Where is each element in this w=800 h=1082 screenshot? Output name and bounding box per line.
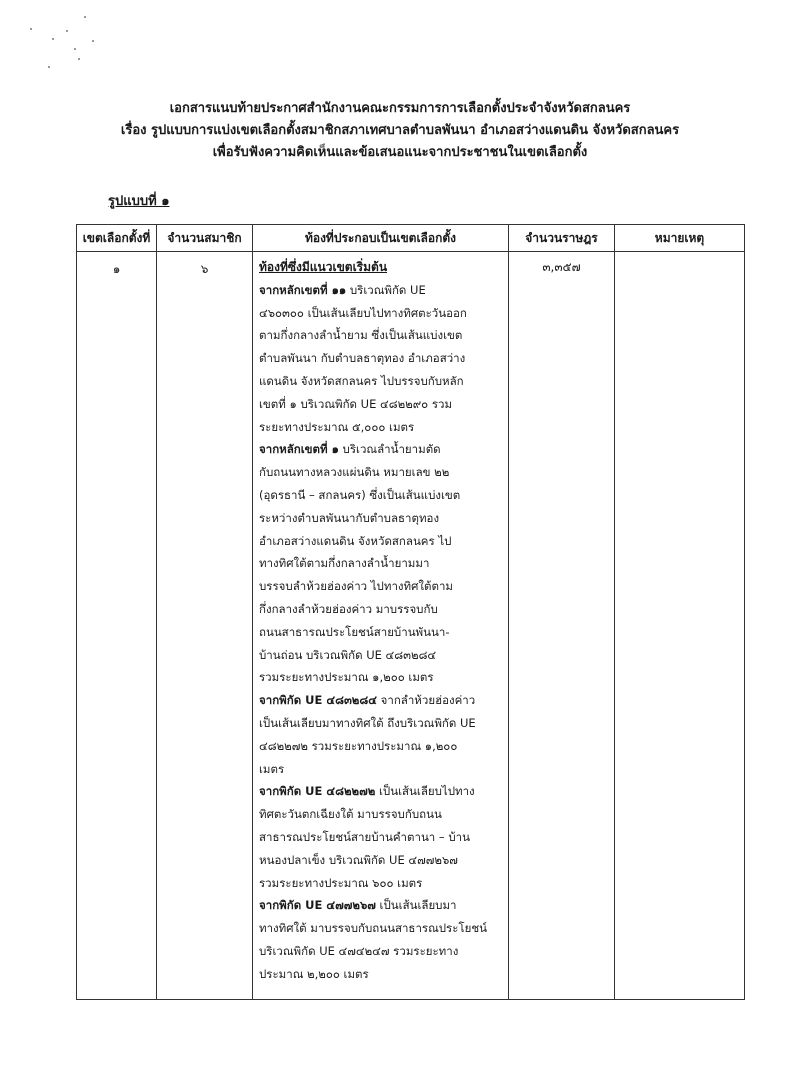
header-line-2: เรื่อง รูปแบบการแบ่งเขตเลือกตั้งสมาชิกสภาเทศบาลตำบลพันนา อำเภอสว่างแดนดิน จังหวัดสกลนคร xyxy=(120,123,680,138)
area-line-text: รวมระยะทางประมาณ ๑,๒๐๐ เมตร xyxy=(259,670,434,685)
area-line xyxy=(259,894,504,917)
area-line-text: เป็นเส้นเลียบไปทาง xyxy=(375,784,475,799)
area-line-text: เขตที่ ๑ บริเวณพิกัด UE ๔๘๒๒๙๐ รวม xyxy=(259,396,453,411)
area-line xyxy=(259,279,504,302)
area-line-text: แดนดิน จังหวัดสกลนคร ไปบรรจบกับหลัก xyxy=(259,373,464,388)
area-line xyxy=(259,530,504,553)
area-line-text: เป็นเส้นเลียบมาทางทิศใต้ ถึงบริเวณพิกัด UE xyxy=(259,715,476,730)
area-line xyxy=(259,416,504,439)
table-row xyxy=(77,252,745,1000)
col-header-population: จำนวนราษฎร xyxy=(509,225,615,252)
area-heading: ท้องที่ซึ่งมีแนวเขตเริ่มต้น xyxy=(259,260,388,274)
area-line xyxy=(259,438,504,461)
area-line-text: บ้านถ่อน บริเวณพิกัด UE ๔๘๓๒๘๔ xyxy=(259,647,437,662)
area-line-bold: จากพิกัด UE ๔๘๒๒๗๒ xyxy=(259,784,376,799)
area-line-text: (อุดรธานี – สกลนคร) ซึ่งเป็นเส้นแบ่งเขต xyxy=(259,487,461,502)
area-line-text: เมตร xyxy=(259,761,285,776)
area-line xyxy=(259,644,504,667)
area-line-text: บริเวณพิกัด UE xyxy=(346,282,426,297)
district-table xyxy=(76,224,745,1000)
area-line-text: ๔๘๒๒๗๒ รวมระยะทางประมาณ ๑,๒๐๐ xyxy=(259,738,458,753)
col-header-area: ท้องที่ประกอบเป็นเขตเลือกตั้ง xyxy=(253,225,509,252)
area-line xyxy=(259,393,504,416)
area-line-text: อำเภอสว่างแดนดิน จังหวัดสกลนคร ไป xyxy=(259,533,452,548)
area-line-text: กึ่งกลางลำห้วยฮ่องค่าว มาบรรจบกับ xyxy=(259,601,438,616)
area-line-text: บริเวณพิกัด UE ๔๗๔๒๔๗ รวมระยะทาง xyxy=(259,943,459,958)
area-line xyxy=(259,735,504,758)
cell-area xyxy=(253,252,509,1000)
area-line xyxy=(259,484,504,507)
area-line xyxy=(259,461,504,484)
col-header-members: จำนวนสมาชิก xyxy=(157,225,253,252)
area-line xyxy=(259,689,504,712)
document-header xyxy=(0,98,800,164)
area-line xyxy=(259,803,504,826)
area-line-text: ระหว่างตำบลพันนากับตำบลธาตุทอง xyxy=(259,510,440,525)
header-line-3: เพื่อรับฟังความคิดเห็นและข้อเสนอแนะจากประชาชนในเขตเลือกตั้ง xyxy=(212,145,588,160)
area-line-text: ถนนสาธารณประโยชน์สายบ้านพันนา- xyxy=(259,624,450,639)
area-line-bold: จากพิกัด UE ๔๘๓๒๘๔ xyxy=(259,693,377,708)
area-line xyxy=(259,712,504,735)
area-line xyxy=(259,598,504,621)
area-line xyxy=(259,758,504,781)
area-line xyxy=(259,872,504,895)
area-line-text: ระยะทางประมาณ ๕,๐๐๐ เมตร xyxy=(259,419,415,434)
area-line xyxy=(259,621,504,644)
area-line xyxy=(259,324,504,347)
cell-remark xyxy=(615,252,745,1000)
form-label: รูปแบบที่ ๑ xyxy=(108,194,170,209)
area-line-text: ตำบลพันนา กับตำบลธาตุทอง อำเภอสว่าง xyxy=(259,351,466,366)
area-line xyxy=(259,666,504,689)
area-line-text: สาธารณประโยชน์สายบ้านคำตานา – บ้าน xyxy=(259,829,470,844)
area-line xyxy=(259,963,504,986)
col-header-district: เขตเลือกตั้งที่ xyxy=(77,225,157,252)
area-line xyxy=(259,302,504,325)
area-line-text: ๔๖๐๓๐๐ เป็นเส้นเลียบไปทางทิศตะวันออก xyxy=(259,305,467,320)
cell-population: ๓,๓๕๗ xyxy=(509,252,615,1000)
cell-members: ๖ xyxy=(157,252,253,1000)
area-lines xyxy=(259,279,504,986)
col-header-remark: หมายเหตุ xyxy=(615,225,745,252)
area-line xyxy=(259,849,504,872)
area-line-text: รวมระยะทางประมาณ ๖๐๐ เมตร xyxy=(259,875,423,890)
header-line-1: เอกสารแนบท้ายประกาศสำนักงานคณะกรรมการการเลือกตั้งประจำจังหวัดสกลนคร xyxy=(169,101,631,116)
area-line xyxy=(259,552,504,575)
area-line xyxy=(259,940,504,963)
area-line-text: กับถนนทางหลวงแผ่นดิน หมายเลข ๒๒ xyxy=(259,465,450,480)
area-line-text: บริเวณลำน้ำยามตัด xyxy=(338,442,441,457)
area-line xyxy=(259,370,504,393)
area-line-text: เป็นเส้นเลียบมา xyxy=(375,898,457,913)
area-line-text: บรรจบลำห้วยฮ่องค่าว ไปทางทิศใต้ตาม xyxy=(259,579,453,594)
area-line-text: ประมาณ ๒,๒๐๐ เมตร xyxy=(259,966,369,981)
area-line-text: ทางทิศใต้ มาบรรจบกับถนนสาธารณประโยชน์ xyxy=(259,921,487,936)
area-line xyxy=(259,826,504,849)
area-line-bold: จากหลักเขตที่ ๑ xyxy=(259,442,339,457)
table-header-row xyxy=(77,225,745,252)
area-line xyxy=(259,507,504,530)
area-line xyxy=(259,780,504,803)
area-line-text: ทางทิศใต้ตามกึ่งกลางลำน้ำยามมา xyxy=(259,556,430,571)
area-line-bold: จากหลักเขตที่ ๑๑ xyxy=(259,282,347,297)
cell-district-no: ๑ xyxy=(77,252,157,1000)
area-line-text: ตามกึ่งกลางลำน้ำยาม ซึ่งเป็นเส้นแบ่งเขต xyxy=(259,328,463,343)
scan-specks xyxy=(20,8,110,78)
area-line-text: จากลำห้วยฮ่องค่าว xyxy=(376,693,476,708)
area-line xyxy=(259,347,504,370)
area-line xyxy=(259,917,504,940)
area-line-text: หนองปลาเข็ง บริเวณพิกัด UE ๔๗๗๒๖๗ xyxy=(259,852,458,867)
area-line-text: ทิศตะวันตกเฉียงใต้ มาบรรจบกับถนน xyxy=(259,807,442,822)
area-line xyxy=(259,575,504,598)
area-line-bold: จากพิกัด UE ๔๗๗๒๖๗ xyxy=(259,898,376,913)
